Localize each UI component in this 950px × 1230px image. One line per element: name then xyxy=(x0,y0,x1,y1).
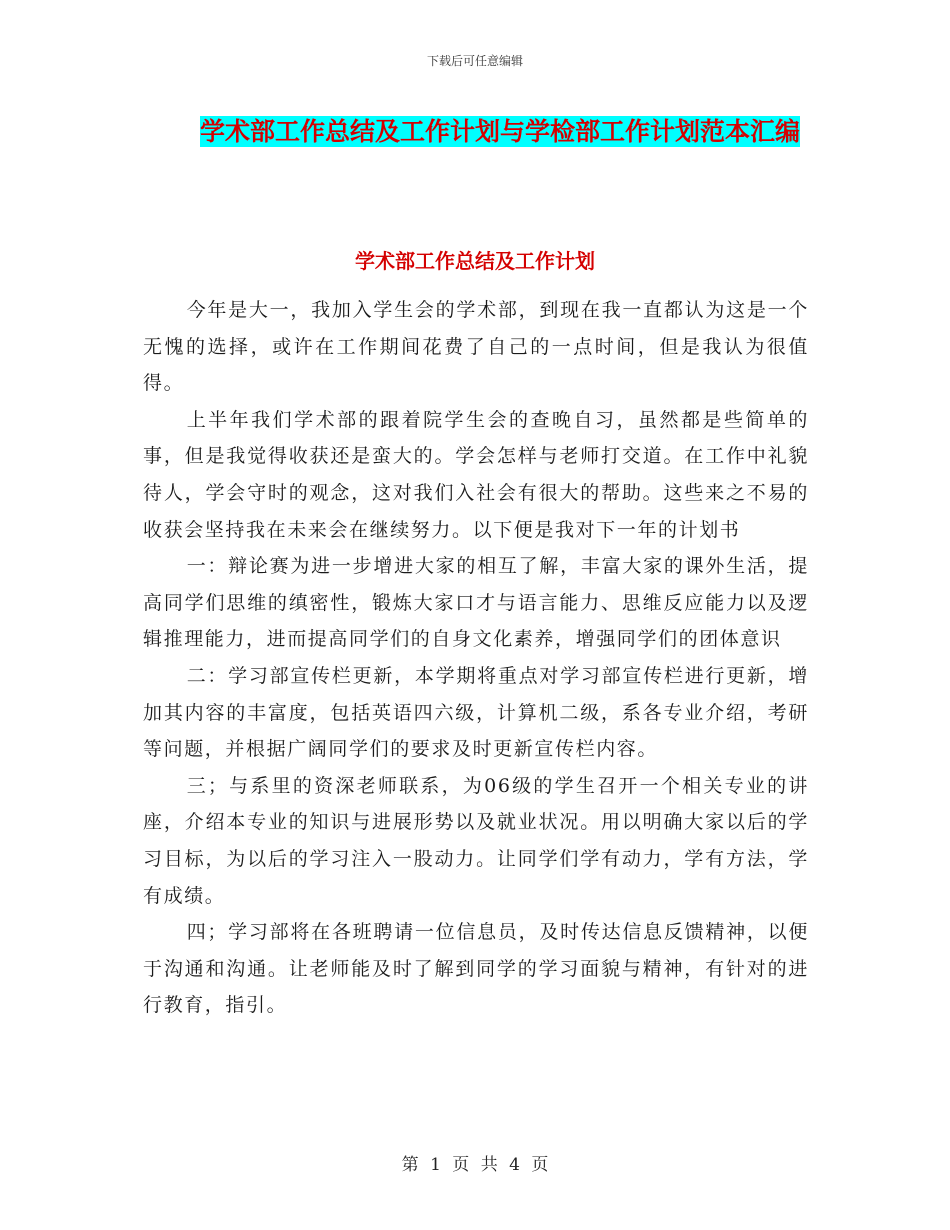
paragraph: 四；学习部将在各班聘请一位信息员，及时传达信息反馈精神，以便于沟通和沟通。让老师能及时了解到同学的学习面貌与精神，有针对的进行教育，指引。 xyxy=(143,921,809,1017)
paragraph: 三；与系里的资深老师联系，为06级的学生召开一个相关专业的讲座，介绍本专业的知识与进展形势以及就业状况。用以明确大家以后的学习目标，为以后的学习注入一股动力。让同学们学有动力，学有方法，学有成绩。 xyxy=(143,774,809,907)
document-body xyxy=(143,292,809,1024)
paragraph: 今年是大一，我加入学生会的学术部，到现在我一直都认为这是一个无愧的选择，或许在工作期间花费了自己的一点时间，但是我认为很值得。 xyxy=(143,299,809,395)
document-title xyxy=(190,110,810,154)
page-header-note: 下载后可任意编辑 xyxy=(426,54,523,68)
document-title-text: 学术部工作总结及工作计划与学检部工作计划范本汇编 xyxy=(199,117,800,146)
paragraph: 二：学习部宣传栏更新，本学期将重点对学习部宣传栏进行更新，增加其内容的丰富度，包括英语四六级，计算机二级，系各专业介绍，考研等问题，并根据广阔同学们的要求及时更新宣传栏内容。 xyxy=(143,664,809,761)
section-title: 学术部工作总结及工作计划 xyxy=(355,249,595,273)
page-number-footer: 第 1 页 共 4 页 xyxy=(401,1155,549,1175)
paragraph: 一：辩论赛为进一步增进大家的相互了解，丰富大家的课外生活，提高同学们思维的缜密性，锻炼大家口才与语言能力、思维反应能力以及逻辑推理能力，进而提高同学们的自身文化素养，增强同学们的团体意识 xyxy=(143,555,809,651)
paragraph: 上半年我们学术部的跟着院学生会的查晚自习，虽然都是些简单的事，但是我觉得收获还是蛮大的。学会怎样与老师打交道。在工作中礼貌待人，学会守时的观念，这对我们入社会有很大的帮助。这些来之不易的收获会坚持我在未来会在继续努力。以下便是我对下一年的计划书 xyxy=(143,408,809,541)
